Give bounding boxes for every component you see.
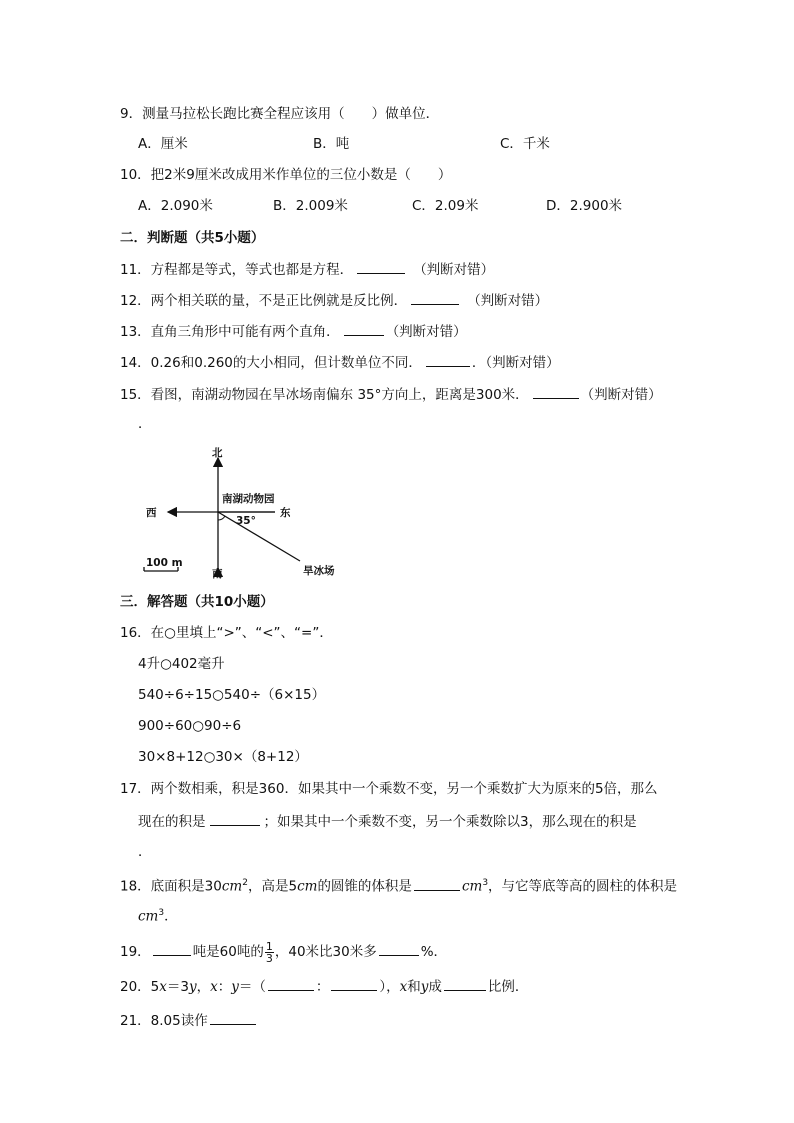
south-label: 南 bbox=[212, 568, 223, 580]
question-10: 10．把2米9厘米改成用米作单位的三位小数是（ ） bbox=[120, 167, 452, 183]
q19-answer-blank-2[interactable] bbox=[379, 941, 419, 956]
q16-line-4: 30×8+12○30×（8+12） bbox=[138, 749, 308, 765]
q12-text: 12．两个相关联的量，不是正比例就是反比例． bbox=[120, 293, 408, 309]
q20-answer-blank-3[interactable] bbox=[444, 976, 486, 991]
q12-suffix: （判断对错） bbox=[467, 293, 549, 309]
question-16: 16．在○里填上“>”、“<”、“=”． bbox=[120, 625, 333, 641]
angle-arc bbox=[218, 516, 225, 520]
q20-answer-blank-1[interactable] bbox=[268, 976, 314, 991]
east-label: 东 bbox=[280, 507, 291, 519]
q17-line-2 bbox=[138, 811, 637, 832]
q16-line-1: 4升○402毫升 bbox=[138, 656, 225, 672]
section-3-heading: 三．解答题（共10小题） bbox=[120, 594, 274, 610]
q19-answer-blank-1[interactable] bbox=[153, 941, 191, 956]
q15-tail-period: ． bbox=[138, 416, 152, 432]
q9-option-c: C．千米 bbox=[500, 136, 550, 152]
q13-answer-blank[interactable] bbox=[344, 321, 384, 336]
question-14 bbox=[120, 352, 560, 373]
q11-suffix: （判断对错） bbox=[413, 262, 495, 278]
q15-text: 15．看图，南湖动物园在旱冰场南偏东 35°方向上，距离是300米． bbox=[120, 387, 529, 403]
q14-suffix: ．（判断对错） bbox=[471, 355, 560, 371]
q14-answer-blank[interactable] bbox=[426, 352, 470, 367]
direction-diagram bbox=[140, 440, 350, 585]
north-label: 北 bbox=[212, 447, 223, 459]
q15-suffix: （判断对错） bbox=[580, 387, 662, 403]
q18-line-2: $cm^3$． bbox=[138, 908, 178, 925]
rink-label: 旱冰场 bbox=[303, 565, 335, 577]
q17-line-3: ． bbox=[138, 844, 152, 860]
q17-text-a: 现在的积是 bbox=[138, 814, 206, 830]
q14-text: 14．0.26和0.260的大小相同，但计数单位不同． bbox=[120, 355, 422, 371]
question-13 bbox=[120, 321, 467, 342]
question-11 bbox=[120, 259, 494, 280]
q10-option-d: D．2.900米 bbox=[546, 198, 623, 214]
question-19: 19． 吨是60吨的 $\frac{1}{3}$ ，40米比30米多 %． bbox=[120, 939, 448, 965]
q16-line-3: 900÷60○90÷6 bbox=[138, 718, 242, 734]
q20-answer-blank-2[interactable] bbox=[331, 976, 377, 991]
question-21: 21．8.05读作 bbox=[120, 1010, 258, 1031]
q13-text: 13．直角三角形中可能有两个直角． bbox=[120, 324, 340, 340]
question-17: 17．两个数相乘，积是360．如果其中一个乘数不变，另一个乘数扩大为原来的5倍，那么 bbox=[120, 781, 658, 797]
question-9: 9．测量马拉松长跑比赛全程应该用（ ）做单位． bbox=[120, 106, 440, 122]
q18-answer-blank-1[interactable] bbox=[414, 876, 460, 891]
q17-answer-blank-1[interactable] bbox=[210, 811, 260, 826]
one-third-fraction: $\frac{1}{3}$ bbox=[265, 939, 273, 965]
q17-text-b: ；如果其中一个乘数不变，另一个乘数除以3，那么现在的积是 bbox=[263, 814, 637, 830]
q9-option-a: A．厘米 bbox=[138, 136, 188, 152]
q12-answer-blank[interactable] bbox=[411, 290, 459, 305]
west-label: 西 bbox=[146, 507, 157, 519]
q15-answer-blank[interactable] bbox=[533, 384, 579, 399]
angle-label: 35° bbox=[236, 515, 256, 527]
q21-answer-blank[interactable] bbox=[210, 1010, 256, 1025]
scale-label: 100 m bbox=[146, 557, 183, 569]
section-2-heading: 二．判断题（共5小题） bbox=[120, 230, 265, 246]
q11-answer-blank[interactable] bbox=[357, 259, 405, 274]
q10-option-a: A．2.090米 bbox=[138, 198, 213, 214]
q13-suffix: （判断对错） bbox=[385, 324, 467, 340]
q10-option-b: B．2.009米 bbox=[273, 198, 348, 214]
zoo-label: 南湖动物园 bbox=[222, 493, 275, 505]
question-20: 20．5x＝3y，x：y＝（ ： ），x和y成 比例． bbox=[120, 976, 528, 997]
question-12 bbox=[120, 290, 548, 311]
question-15 bbox=[120, 384, 662, 405]
rink-direction-line bbox=[218, 512, 300, 561]
question-18: 18．底面积是$30cm^2$，高是5cm的圆锥的体积是 $cm^3$，与它等底等高的圆柱的体积是 bbox=[120, 873, 677, 897]
q9-option-b: B．吨 bbox=[313, 136, 350, 152]
q11-text: 11．方程都是等式，等式也都是方程． bbox=[120, 262, 354, 278]
q10-option-c: C．2.09米 bbox=[412, 198, 479, 214]
q16-line-2: 540÷6÷15○540÷（6×15） bbox=[138, 687, 326, 703]
